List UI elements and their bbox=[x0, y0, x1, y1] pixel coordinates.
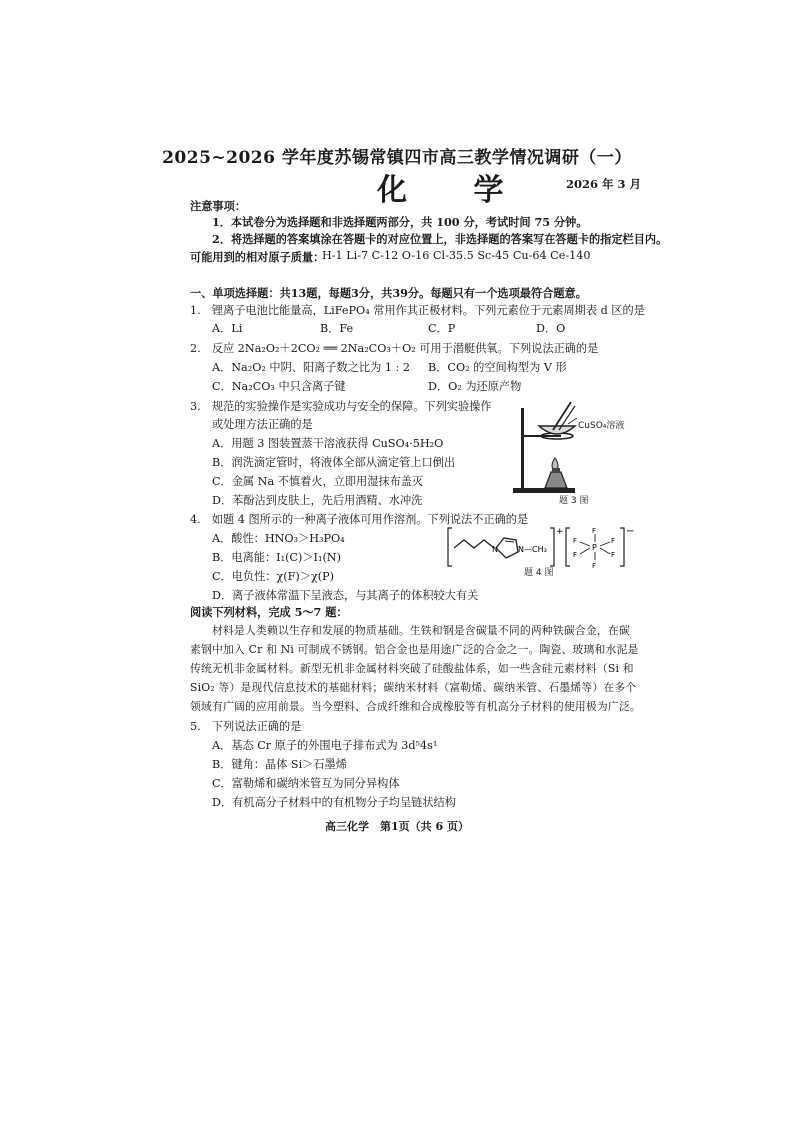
svg-text:+: + bbox=[556, 527, 564, 537]
stand-rod bbox=[521, 408, 524, 490]
svg-text:F: F bbox=[573, 537, 578, 545]
exam-date: 2026 年 3 月 bbox=[566, 177, 642, 191]
q5-stem: 5. 下列说法正确的是 bbox=[190, 720, 302, 733]
reading-line-5: 领域有广阔的应用前景。当今塑料、合成纤维和合成橡胶等有机高分子材料的使用极为广泛。 bbox=[190, 700, 641, 713]
page-footer: 高三化学 第1页（共 6 页） bbox=[325, 820, 469, 833]
notes-item-1: 1．本试卷分为选择题和非选择题两部分，共 100 分，考试时间 75 分钟。 bbox=[212, 215, 588, 229]
exam-title: 2025~2026 学年度苏锡常镇四市高三教学情况调研（一） bbox=[162, 148, 632, 168]
svg-text:F: F bbox=[573, 551, 578, 559]
butyl-chain bbox=[454, 540, 494, 548]
svg-text:N: N bbox=[492, 545, 498, 554]
q4-option-c: C．电负性：χ(F)＞χ(P) bbox=[212, 570, 334, 583]
n-methyl-label: N—CH₃ bbox=[518, 545, 547, 554]
svg-text:F: F bbox=[592, 527, 597, 535]
subject-title: 化 学 bbox=[377, 173, 532, 208]
q3-stem-line2: 或处理方法正确的是 bbox=[212, 418, 313, 431]
figure-4-caption: 题 4 图 bbox=[524, 568, 554, 578]
q2-option-a: A．Na₂O₂ 中阴、阳离子数之比为 1 : 2 bbox=[212, 361, 410, 374]
q3-option-b: B．润洗滴定管时，将液体全部从滴定管上口倒出 bbox=[212, 456, 456, 469]
q1-option-c: C．P bbox=[428, 322, 456, 335]
q2-option-d: D．O₂ 为还原产物 bbox=[428, 380, 522, 393]
q3-option-a: A．用题 3 图装置蒸干溶液获得 CuSO₄·5H₂O bbox=[212, 437, 444, 450]
q1-stem: 1. 锂离子电池比能量高，LiFePO₄ 常用作其正极材料。下列元素位于元素周期表 d 区的是 bbox=[190, 304, 645, 317]
q1-option-b: B．Fe bbox=[320, 322, 354, 335]
q5-option-b: B．键角：晶体 Si＞石墨烯 bbox=[212, 758, 347, 771]
q2-option-c: C．Na₂CO₃ 中只含离子键 bbox=[212, 380, 346, 393]
reading-line-4: SiO₂ 等）是现代信息技术的基础材料；碳纳米材料（富勒烯、碳纳米管、石墨烯等）在多个 bbox=[190, 681, 637, 694]
notes-heading: 注意事项： bbox=[190, 199, 246, 213]
reading-line-3: 传统无机非金属材料。新型无机非金属材料突破了硅酸盐体系，如一些含硅元素材料（Si 和 bbox=[190, 662, 634, 675]
q5-option-d: D．有机高分子材料中的有机物分子均呈链状结构 bbox=[212, 796, 456, 809]
svg-text:F: F bbox=[611, 551, 616, 559]
q5-option-c: C．富勒烯和碳纳米管互为同分异构体 bbox=[212, 777, 400, 790]
q4-option-d: D．离子液体常温下呈液态，与其离子的体积较大有关 bbox=[212, 589, 479, 602]
section-heading: 一、单项选择题：共13题，每题3分，共39分。每题只有一个选项最符合题意。 bbox=[190, 286, 587, 300]
atomic-masses-values: H-1 Li-7 C-12 O-16 Cl-35.5 Sc-45 Cu-64 Ce-140 bbox=[322, 249, 591, 262]
q3-stem-line1: 3. 规范的实验操作是实验成功与安全的保障。下列实验操作 bbox=[190, 400, 492, 413]
reading-line-2: 素钢中加入 Cr 和 Ni 可制成不锈钢。铝合金也是用途广泛的合金之一。陶瓷、玻璃和水泥是 bbox=[190, 643, 639, 656]
q4-option-b: B．电离能：I₁(C)＞I₁(N) bbox=[212, 551, 341, 564]
reading-heading: 阅读下列材料，完成 5～7 题： bbox=[190, 605, 348, 619]
q2-stem: 2. 反应 2Na₂O₂＋2CO₂ ══ 2Na₂CO₃＋O₂ 可用于潜艇供氧。下列说法正确的是 bbox=[190, 342, 599, 355]
evaporating-dish bbox=[539, 426, 575, 434]
reading-line-1: 材料是人类赖以生存和发展的物质基础。生铁和钢是含碳量不同的两种铁碳合金，在碳 bbox=[190, 624, 630, 637]
q1-option-a: A．Li bbox=[212, 322, 243, 335]
q4-stem: 4. 如题 4 图所示的一种离子液体可用作溶剂。下列说法不正确的是 bbox=[190, 513, 529, 526]
p-atom-label: P bbox=[592, 543, 597, 552]
figure-3-apparatus bbox=[505, 396, 635, 510]
svg-text:F: F bbox=[592, 562, 597, 570]
svg-text:−: − bbox=[626, 526, 635, 537]
atomic-masses-label: 可能用到的相对原子质量： bbox=[190, 250, 325, 264]
q1-option-d: D．O bbox=[536, 322, 566, 335]
alcohol-lamp bbox=[545, 472, 567, 488]
q2-option-b: B．CO₂ 的空间构型为 V 形 bbox=[428, 361, 567, 374]
q5-option-a: A．基态 Cr 原子的外围电子排布式为 3d⁵4s¹ bbox=[212, 739, 438, 752]
q3-option-c: C．金属 Na 不慎着火，立即用湿抹布盖灭 bbox=[212, 475, 424, 488]
q4-option-a: A．酸性：HNO₃＞H₃PO₄ bbox=[212, 532, 345, 545]
q3-option-d: D．苯酚沾到皮肤上，先后用酒精、水冲洗 bbox=[212, 494, 423, 507]
notes-item-2: 2．将选择题的答案填涂在答题卡的对应位置上，非选择题的答案写在答题卡的指定栏目内。 bbox=[212, 232, 668, 246]
svg-text:F: F bbox=[611, 537, 616, 545]
figure-3-label: CuSO₄溶液 bbox=[578, 421, 625, 431]
figure-3-caption: 题 3 图 bbox=[559, 496, 589, 506]
